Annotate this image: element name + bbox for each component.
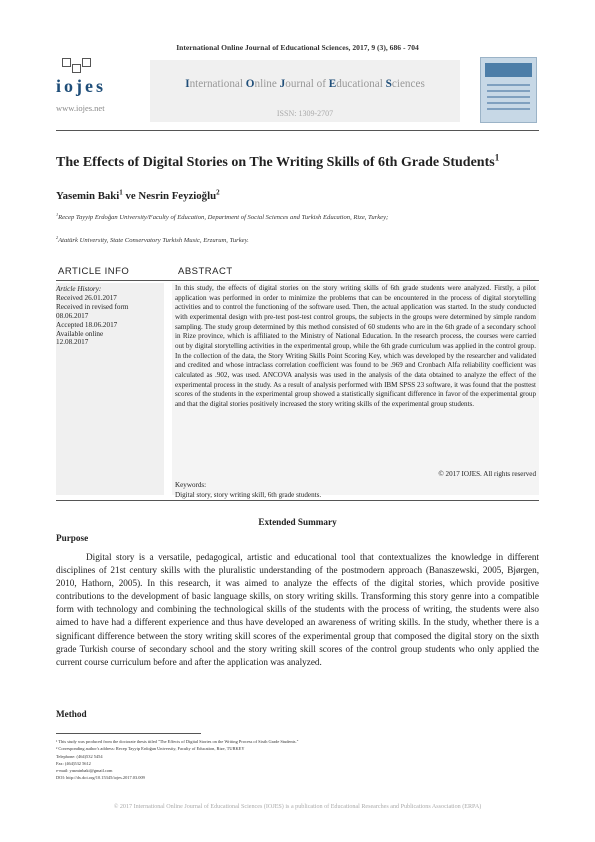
journal-logo xyxy=(56,58,126,97)
abstract-heading: ABSTRACT xyxy=(178,266,233,277)
article-info-heading: ARTICLE INFO xyxy=(58,266,130,277)
footnote: e-mail: yasminbaki@gmail.com xyxy=(56,768,113,774)
journal-name: International Online Journal of Educational Sciences xyxy=(185,78,425,90)
footnote: Telephone: (464)532 5454 xyxy=(56,753,103,759)
affiliation-2: $^2$Atatürk University, State Conservatory Turkish Music, Erzurum, Turkey. xyxy=(56,234,249,244)
keywords-label: Keywords: xyxy=(175,481,207,489)
paper-title: The Effects of Digital Stories on The Writing Skills of 6th Grade Students$^1$ xyxy=(56,152,500,170)
abstract-text: In this study, the effects of digital stories on the story writing skills of 6th grade students were analyzed. Firstly, a pilot application was performed in order to minimize the problems that can be encountered in the process of digital storytelling activities and to control the functioning of the software used. Then, the actual application was started. In the study conducted with experimental design with pre-test post-test control groups, the subjects in the groups were determined by simple random sampling. The study group determined by this method consisted of 60 students who are in the 6th grade of a secondary school in Rize province, which is affiliated to the Ministry of National Education. In the research process, the courses were carried out by digital storytelling activities in the experimental group, while the 6th grade curriculum was applied in the control group. In the collection of the data, the Story Writing Skills Point Scoring Key, which was developed by the researcher and validated and credited and whose intraclass correlation coefficient was found to be .969 and Cronbach Alfa reliability coefficient was calculated as .902, was used. ANCOVA analysis was used in the analysis of the data obtained to analyze the effect of the experimental process in the study. As a result of analysis performed with IBM SPSS 23 software, it was found that the posttest scores of the students in the experimental group showed a statistically significant difference in favor of the experimental group and that the digital stories positively increased the story writing skills of the experimental group students. xyxy=(175,284,536,408)
footnote: Fax: (464)532 5612 xyxy=(56,760,91,766)
logo-text: iojes xyxy=(56,76,106,96)
author-list: Yasemin Baki$^1$ ve Nesrin Feyzioğlu$^2$ xyxy=(56,188,220,202)
article-history: Article History: Received 26.01.2017 Received in revised form 08.06.2017 Accepted 18.06.2017 Available online 12.08.2017 xyxy=(56,285,129,347)
affiliation-1: $^1$Recep Tayyip Erdoğan University/Faculty of Education, Department of Social Sciences and Turkish Education, Rize, Turkey; xyxy=(56,211,389,221)
footnote: ¹ This study was produced from the doctorate thesis titled "The Effects of Digital Stories on the Writing Process of Sixth Grade Students." xyxy=(56,739,299,744)
method-heading: Method xyxy=(56,709,87,719)
abstract-copyright: © 2017 IOJES. All rights reserved xyxy=(438,470,536,478)
footnotes xyxy=(56,738,539,782)
footnote-divider xyxy=(56,733,201,734)
purpose-heading: Purpose xyxy=(56,533,89,543)
logo-squares-icon xyxy=(56,58,126,74)
footnote-doi[interactable]: DOI: http://dx.doi.org/10.15345/iojes.2017.03.009 xyxy=(56,775,145,781)
purpose-paragraph: Digital story is a versatile, pedagogical, artistic and educational tool that contextualizes the knowledge in different disciplines of 21st century skills with the pluralistic understanding of the postmodern approach (Banaszewski, 2005, Bjørgen, 2010, Hathorn, 2005). In this research, it was aimed to analyze the effects of the digital stories, which provide positive contributions to the development of basic language skills, on story writing skills. Transforming this story genre into a compatible form with technology and combining the technological skills of the students with the process of writing, the students were also aimed to have had a different experience and thus have developed an awareness of writing skills. In the study, whether there is a significant difference between the story writing skill scores of the experimental group that composed the digital story on the sixth grade Turkish course of secondary school and the story writing skill scores of the control group students who only applied the current course curriculum before and after the application was analyzed. xyxy=(56,552,539,667)
author-name: Yasemin Baki xyxy=(56,190,120,202)
journal-citation: International Online Journal of Educational Sciences, 2017, 9 (3), 686 - 704 xyxy=(176,43,419,52)
abstract-bottom-divider xyxy=(56,500,539,501)
author-name: Nesrin Feyzioğlu xyxy=(138,190,217,202)
extended-summary-heading: Extended Summary xyxy=(258,517,337,527)
footnote: ² Corresponding author's address: Recep Tayyip Erdoğan University, Faculty of Education, Rize, TURKEY xyxy=(56,746,245,752)
journal-cover-thumbnail xyxy=(480,57,537,123)
section-divider xyxy=(56,280,539,281)
keywords: Digital story, story writing skill, 6th grade students. xyxy=(175,491,322,499)
masthead-divider xyxy=(56,130,539,131)
journal-issn: ISSN: 1309-2707 xyxy=(276,109,334,118)
page-footer: © 2017 International Online Journal of Educational Sciences (IOJES) is a publication of Educational Researches and Publications Association (ERPA) xyxy=(113,804,482,810)
journal-url[interactable]: www.iojes.net xyxy=(56,103,105,113)
